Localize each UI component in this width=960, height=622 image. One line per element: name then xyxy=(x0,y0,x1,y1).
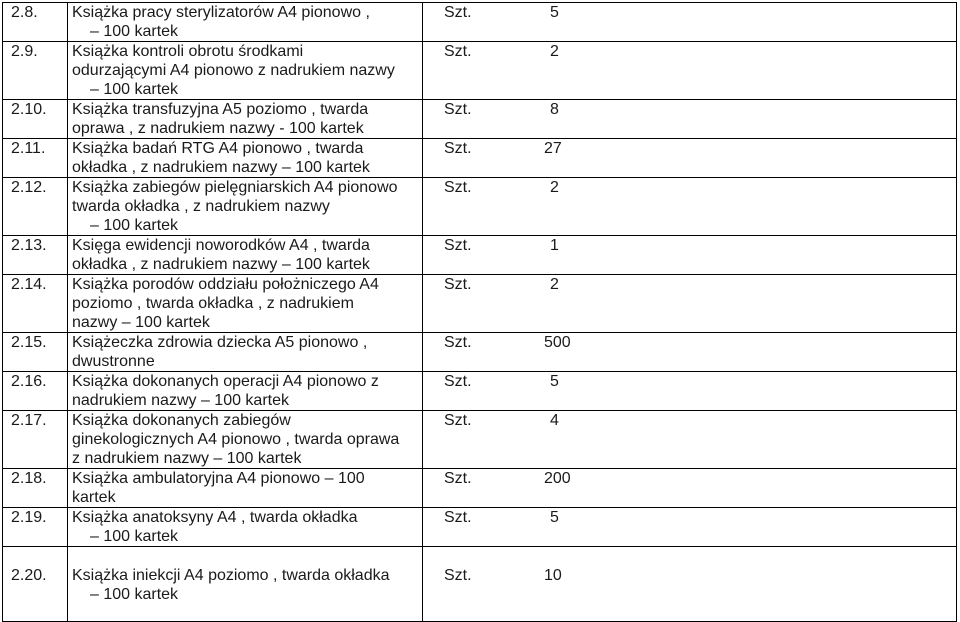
description-line: – 100 kartek xyxy=(90,586,179,603)
quantity-cell xyxy=(423,42,957,100)
table-row xyxy=(3,3,957,42)
quantity-cell xyxy=(423,178,957,236)
table-row xyxy=(3,547,957,622)
description-line: – 100 kartek xyxy=(90,81,179,98)
table-row xyxy=(3,508,957,547)
table-row xyxy=(3,42,957,100)
description-line: – 100 kartek xyxy=(90,23,179,40)
item-number: 2.19. xyxy=(3,508,68,547)
item-number: 2.13. xyxy=(3,236,68,275)
description-line: Książka iniekcji A4 poziomo , twarda okładka xyxy=(72,567,390,584)
unit-label: Szt. xyxy=(444,567,472,584)
unit-label: Szt. xyxy=(444,470,472,487)
description-line: Książka transfuzyjna A5 poziomo , twarda xyxy=(72,101,369,118)
quantity-value: 2 xyxy=(550,276,559,293)
quantity-cell xyxy=(423,139,957,178)
quantity-value: 27 xyxy=(544,140,562,157)
item-number: 2.18. xyxy=(3,469,68,508)
unit-label: Szt. xyxy=(444,101,472,118)
table-row xyxy=(3,100,957,139)
unit-label: Szt. xyxy=(444,43,472,60)
table-row xyxy=(3,333,957,372)
description-line: Książka ambulatoryjna A4 pionowo – 100 xyxy=(72,470,365,487)
quantity-cell xyxy=(423,372,957,411)
item-number: 2.17. xyxy=(3,411,68,469)
description-line: Książka kontroli obrotu środkami xyxy=(72,43,304,60)
item-description xyxy=(68,372,423,411)
description-line: z nadrukiem nazwy – 100 kartek xyxy=(72,450,302,467)
quantity-cell xyxy=(423,508,957,547)
quantity-value: 2 xyxy=(550,179,559,196)
unit-label: Szt. xyxy=(444,334,472,351)
quantity-cell xyxy=(423,547,957,622)
quantity-value: 5 xyxy=(550,4,559,21)
description-line: kartek xyxy=(72,489,116,506)
description-line: poziomo , twarda okładka , z nadrukiem xyxy=(72,295,354,312)
item-description xyxy=(68,411,423,469)
item-description xyxy=(68,547,423,622)
item-description xyxy=(68,275,423,333)
quantity-cell xyxy=(423,100,957,139)
description-line: – 100 kartek xyxy=(90,528,179,545)
item-number: 2.9. xyxy=(3,42,68,100)
item-description xyxy=(68,139,423,178)
item-number: 2.11. xyxy=(3,139,68,178)
table-row xyxy=(3,178,957,236)
quantity-value: 2 xyxy=(550,43,559,60)
table-row xyxy=(3,469,957,508)
table-row xyxy=(3,411,957,469)
description-line: odurzającymi A4 pionowo z nadrukiem nazwy xyxy=(72,62,395,79)
description-line: Książka zabiegów pielęgniarskich A4 pionowo xyxy=(72,179,398,196)
items-table xyxy=(2,2,957,622)
description-line: twarda okładka , z nadrukiem nazwy xyxy=(72,198,330,215)
description-line: Książka dokonanych operacji A4 pionowo z xyxy=(72,373,379,390)
quantity-value: 1 xyxy=(550,237,559,254)
quantity-cell xyxy=(423,3,957,42)
description-line: Książka dokonanych zabiegów xyxy=(72,412,291,429)
description-line: Książka pracy sterylizatorów A4 pionowo , xyxy=(72,4,370,21)
description-line: Książka anatoksyny A4 , twarda okładka xyxy=(72,509,358,526)
items-table-body xyxy=(3,3,957,622)
item-number: 2.15. xyxy=(3,333,68,372)
quantity-cell xyxy=(423,469,957,508)
table-row xyxy=(3,275,957,333)
item-number: 2.20. xyxy=(3,547,68,622)
table-row xyxy=(3,139,957,178)
item-description xyxy=(68,178,423,236)
description-line: ginekologicznych A4 pionowo , twarda oprawa xyxy=(72,431,400,448)
table-row xyxy=(3,372,957,411)
item-description xyxy=(68,3,423,42)
description-line: oprawa , z nadrukiem nazwy - 100 kartek xyxy=(72,120,364,137)
description-line: Książeczka zdrowia dziecka A5 pionowo , xyxy=(72,334,368,351)
unit-label: Szt. xyxy=(444,140,472,157)
quantity-value: 5 xyxy=(550,373,559,390)
item-description xyxy=(68,508,423,547)
description-line: Książka porodów oddziału położniczego A4 xyxy=(72,276,379,293)
unit-label: Szt. xyxy=(444,373,472,390)
description-line: dwustronne xyxy=(72,353,155,370)
quantity-value: 200 xyxy=(544,470,571,487)
unit-label: Szt. xyxy=(444,179,472,196)
item-description xyxy=(68,42,423,100)
item-description xyxy=(68,236,423,275)
table-row xyxy=(3,236,957,275)
description-line: Książka badań RTG A4 pionowo , twarda xyxy=(72,140,364,157)
quantity-value: 4 xyxy=(550,412,559,429)
description-line: – 100 kartek xyxy=(90,217,179,234)
quantity-value: 500 xyxy=(544,334,571,351)
description-line: nadrukiem nazwy – 100 kartek xyxy=(72,392,289,409)
description-line: okładka , z nadrukiem nazwy – 100 kartek xyxy=(72,256,370,273)
quantity-cell xyxy=(423,236,957,275)
quantity-cell xyxy=(423,411,957,469)
unit-label: Szt. xyxy=(444,4,472,21)
description-line: okładka , z nadrukiem nazwy – 100 kartek xyxy=(72,159,370,176)
item-number: 2.10. xyxy=(3,100,68,139)
item-number: 2.12. xyxy=(3,178,68,236)
item-description xyxy=(68,333,423,372)
item-number: 2.8. xyxy=(3,3,68,42)
quantity-value: 8 xyxy=(550,101,559,118)
unit-label: Szt. xyxy=(444,237,472,254)
unit-label: Szt. xyxy=(444,276,472,293)
item-number: 2.16. xyxy=(3,372,68,411)
item-description xyxy=(68,469,423,508)
item-number: 2.14. xyxy=(3,275,68,333)
quantity-cell xyxy=(423,333,957,372)
unit-label: Szt. xyxy=(444,412,472,429)
description-line: Księga ewidencji noworodków A4 , twarda xyxy=(72,237,370,254)
item-description xyxy=(68,100,423,139)
unit-label: Szt. xyxy=(444,509,472,526)
quantity-value: 10 xyxy=(544,567,562,584)
quantity-value: 5 xyxy=(550,509,559,526)
quantity-cell xyxy=(423,275,957,333)
description-line: nazwy – 100 kartek xyxy=(72,314,210,331)
